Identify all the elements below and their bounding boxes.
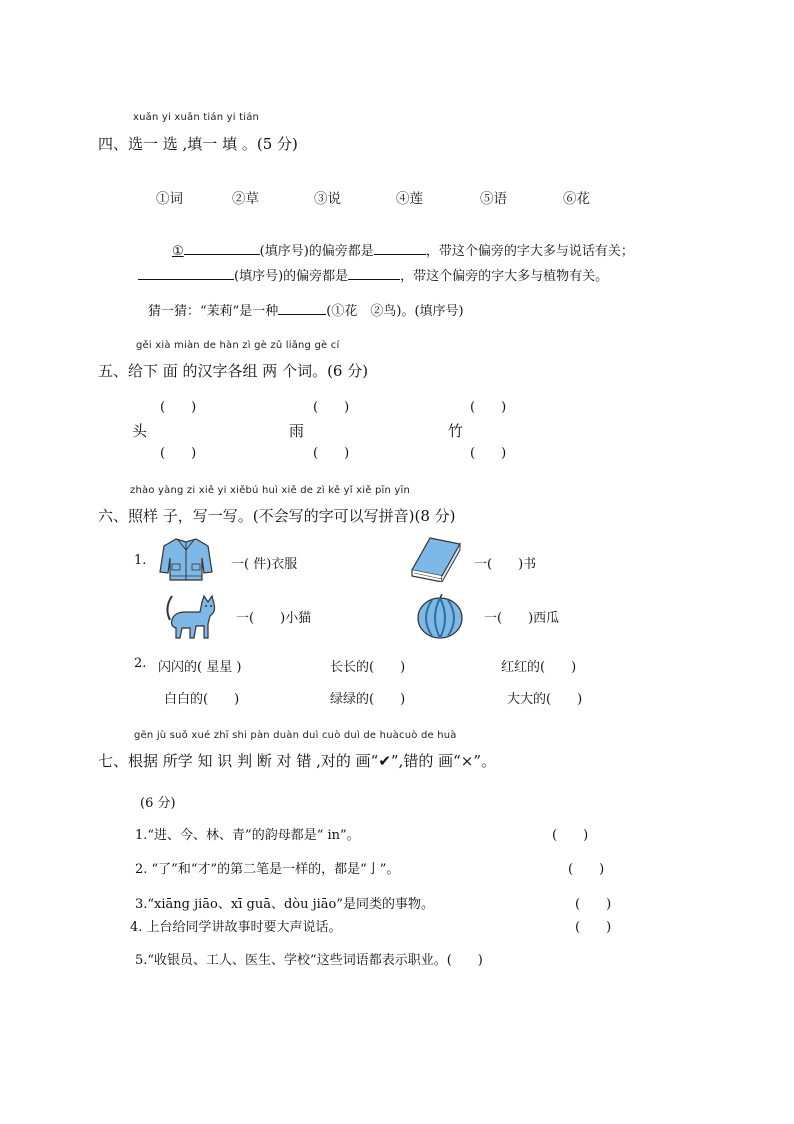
option-3: ③说 (314, 191, 341, 207)
judge-item-5: 5.“收银员、工人、医生、学校”这些词语都表示职业。( ) (135, 953, 483, 968)
q2-number: 2. (134, 656, 147, 671)
phrase-4: 白白的( ) (164, 692, 240, 707)
guess-end: (①花 ②鸟)。(填序号) (326, 304, 464, 319)
judge-paren-4[interactable]: ( ) (575, 920, 612, 935)
q1-number: 1. (134, 553, 147, 568)
phrase-2: 长长的( ) (330, 660, 406, 675)
paren-1a[interactable]: ( ) (160, 400, 197, 415)
blank-1b[interactable] (374, 241, 426, 255)
section7-heading: 七、根据 所学 知 识 判 断 对 错 ,对的 画“✔”,错的 画“×”。 (98, 752, 497, 770)
blank-2b[interactable] (348, 266, 400, 280)
section5-heading: 五、给下 面 的汉字各组 两 个词。(6 分) (98, 362, 369, 380)
option-2: ②草 (232, 191, 259, 207)
fill-line-1 (172, 240, 634, 259)
line2-mid: (填序号)的偏旁都是 (234, 269, 349, 284)
book-icon (408, 536, 462, 582)
fill-line-2 (138, 265, 608, 284)
guess-blank[interactable] (278, 301, 326, 315)
paren-1b[interactable]: ( ) (160, 446, 197, 461)
phrase-5: 绿绿的( ) (330, 692, 406, 707)
measure-book: 一( )书 (474, 557, 537, 572)
section6-heading: 六、照样 子，写一写。(不会写的字可以写拼音)(8 分) (98, 507, 456, 525)
judge-item-2: 2. “了”和“才”的第二笔是一样的，都是“亅”。 (135, 862, 400, 877)
char-tou: 头 (132, 422, 148, 440)
section5-pinyin: gěi xià miàn de hàn zì gè zǔ liǎng gè cí (136, 340, 340, 351)
measure-watermelon: 一( )西瓜 (484, 611, 560, 626)
char-zhu: 竹 (448, 422, 464, 440)
section7-pinyin: gēn jù suǒ xué zhī shi pàn duàn duì cuò duì de huàcuò de huà (134, 730, 457, 741)
measure-cat: 一( )小猫 (236, 611, 312, 626)
watermelon-icon (416, 594, 464, 640)
judge-item-1: 1.“进、今、林、青”的韵母都是“ in”。 (135, 828, 360, 843)
line1-mid: (填序号)的偏旁都是 (259, 244, 374, 259)
measure-jacket: 一( 件)衣服 (231, 557, 298, 572)
judge-paren-2[interactable]: ( ) (568, 862, 605, 877)
option-1: ①词 (156, 191, 183, 207)
option-4: ④莲 (396, 191, 423, 207)
blank-2a[interactable] (138, 266, 234, 280)
blank-1a[interactable] (184, 241, 260, 255)
section7-score: (6 分) (140, 796, 176, 811)
judge-paren-3[interactable]: ( ) (575, 897, 612, 912)
jacket-icon (158, 536, 214, 584)
option-5: ⑤语 (480, 191, 507, 207)
judge-item-3: 3.“xiāng jiāo、xī guā、dòu jiāo”是同类的事物。 (135, 897, 435, 912)
line1-end: ，带这个偏旁的字大多与说话有关； (425, 244, 634, 259)
phrase-6: 大大的( ) (507, 692, 583, 707)
option-6: ⑥花 (563, 191, 590, 207)
cat-icon (162, 590, 218, 642)
line2-end: ，带这个偏旁的字大多与植物有关。 (400, 269, 609, 284)
paren-2b[interactable]: ( ) (313, 446, 350, 461)
guess-line (148, 300, 464, 319)
judge-item-4: 4. 上台给同学讲故事时要大声说话。 (130, 920, 342, 935)
judge-paren-1[interactable]: ( ) (552, 828, 589, 843)
section4-heading: 四、选一 选 ,填一 填 。(5 分) (98, 135, 298, 153)
section4-pinyin: xuǎn yi xuǎn tián yi tián (133, 112, 260, 123)
phrase-3: 红红的( ) (501, 660, 577, 675)
section6-pinyin: zhào yàng zi xiě yi xiěbú huì xiě de zì kě yǐ xiě pīn yīn (130, 485, 411, 496)
line1-prefix: ① (172, 244, 184, 259)
phrase-1: 闪闪的( 星星 ) (158, 660, 242, 675)
paren-3b[interactable]: ( ) (470, 446, 507, 461)
guess-prefix: 猜一猜：“茉莉”是一种 (148, 304, 279, 319)
paren-2a[interactable]: ( ) (313, 400, 350, 415)
paren-3a[interactable]: ( ) (470, 400, 507, 415)
char-yu: 雨 (289, 422, 305, 440)
